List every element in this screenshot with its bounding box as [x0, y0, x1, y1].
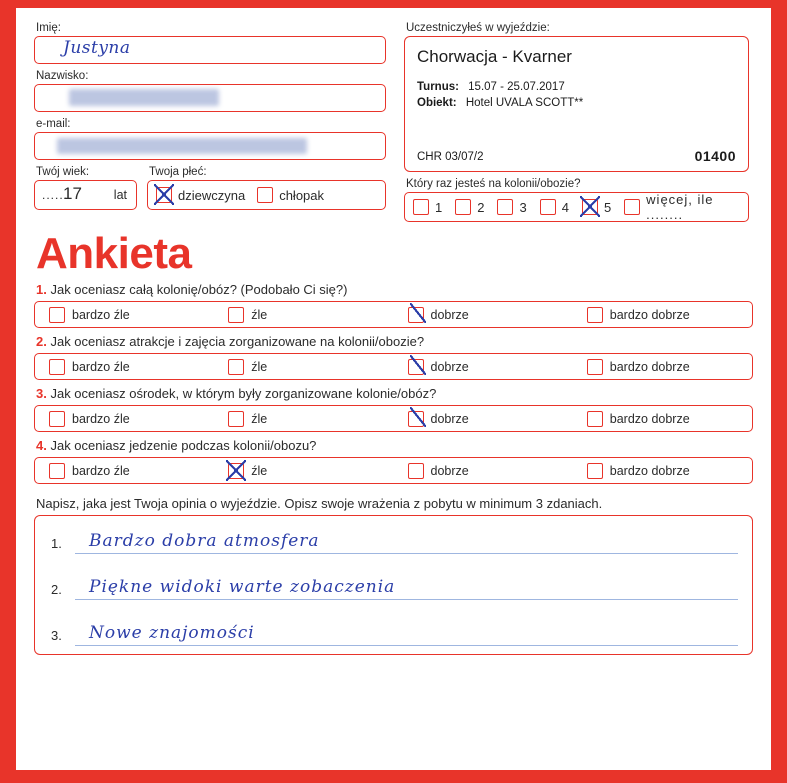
trip-turnus-value: 15.07 - 25.07.2017 [468, 81, 565, 93]
times-options [404, 192, 749, 222]
question-3-text: Jak oceniasz ośrodek, w którym były zorganizowane kolonie/obóz? [50, 386, 437, 401]
wiek-unit: lat [113, 188, 127, 202]
input-imie[interactable] [34, 36, 386, 64]
opinion-prompt: Napisz, jaka jest Twoja opinia o wyjeździe. Opisz swoje wrażenia z pobytu w minimum 3 zdaniach. [36, 496, 603, 511]
answer-4-option-1[interactable] [214, 463, 393, 479]
label-email: e-mail: [36, 118, 71, 130]
page-title: Ankieta [36, 229, 192, 278]
times-option-5-label: 5 [603, 199, 612, 215]
times-option-2[interactable] [455, 199, 484, 215]
label-wiek: Twój wiek: [36, 166, 90, 178]
answer-3-option-1[interactable] [214, 411, 393, 427]
times-option-4[interactable] [540, 199, 569, 215]
answer-4-option-3[interactable] [573, 463, 752, 479]
checkbox-icon[interactable] [582, 199, 598, 215]
checkbox-icon[interactable] [228, 359, 244, 375]
answer-4-option-3-label: bardzo dobrze [609, 463, 690, 478]
checkbox-icon[interactable] [408, 307, 424, 323]
answer-3-option-3-label: bardzo dobrze [609, 411, 690, 426]
answer-bar-4 [34, 457, 753, 484]
answer-1-option-0[interactable] [35, 307, 214, 323]
label-uczestnik: Uczestniczyłeś w wyjeździe: [406, 22, 550, 34]
checkbox-icon[interactable] [413, 199, 429, 215]
email-redaction [57, 138, 307, 154]
opinion-line-1-text: Bardzo dobra atmosfera [89, 531, 320, 551]
opinion-lines-box[interactable] [34, 515, 753, 655]
nazwisko-redaction [69, 89, 219, 106]
checkbox-icon[interactable] [540, 199, 556, 215]
question-2-text: Jak oceniasz atrakcje i zajęcia zorganizowane na kolonii/obozie? [50, 334, 425, 349]
answer-3-option-2[interactable] [394, 411, 573, 427]
opinion-line-3-number: 3. [51, 628, 62, 643]
plec-option-dziewczyna[interactable] [156, 187, 245, 203]
answer-1-option-1[interactable] [214, 307, 393, 323]
wiek-value: 17 [63, 184, 82, 203]
times-option-1[interactable] [413, 199, 442, 215]
question-3-number: 3. [36, 386, 47, 401]
answer-2-option-3-label: bardzo dobrze [609, 359, 690, 374]
checkbox-icon[interactable] [587, 307, 603, 323]
times-option-1-label: 1 [435, 199, 443, 215]
age-sex-row [34, 166, 386, 210]
times-option-4-label: 4 [561, 199, 569, 215]
input-wiek[interactable] [34, 180, 137, 210]
answer-bar-2 [34, 353, 753, 380]
question-1-text: Jak oceniasz całą kolonię/obóz? (Podobało Ci się?) [50, 282, 348, 297]
trip-obiekt [417, 97, 736, 109]
plec-option-chlopak[interactable] [257, 187, 324, 203]
trip-card [404, 36, 749, 172]
trip-obiekt-value: Hotel UVALA SCOTT** [465, 97, 584, 109]
checkbox-icon[interactable] [49, 307, 65, 323]
answer-2-option-1[interactable] [214, 359, 393, 375]
answer-2-option-0[interactable] [35, 359, 214, 375]
checkbox-icon[interactable] [587, 359, 603, 375]
answer-3-option-0[interactable] [35, 411, 214, 427]
answer-1-option-1-label: źle [251, 307, 268, 322]
plec-options [147, 180, 386, 210]
question-4-text: Jak oceniasz jedzenie podczas kolonii/obozu? [50, 438, 317, 453]
opinion-line-2[interactable] [45, 562, 742, 608]
times-option-5[interactable] [582, 199, 611, 215]
answer-4-option-2[interactable] [394, 463, 573, 479]
opinion-line-1[interactable] [45, 516, 742, 562]
plec-option-chlopak-label: chłopak [279, 187, 325, 203]
label-plec: Twoja płeć: [149, 166, 207, 178]
trip-code: CHR 03/07/2 [417, 151, 484, 163]
opinion-line-3-text: Nowe znajomości [89, 623, 255, 643]
trip-name: Chorwacja - Kvarner [417, 47, 572, 66]
input-nazwisko[interactable] [34, 84, 386, 112]
answer-1-option-3[interactable] [573, 307, 752, 323]
answer-4-option-1-label: źle [251, 463, 268, 478]
checkbox-icon[interactable] [156, 187, 172, 203]
answer-2-option-1-label: źle [251, 359, 268, 374]
input-email[interactable] [34, 132, 386, 160]
answer-2-option-3[interactable] [573, 359, 752, 375]
answer-4-option-2-label: dobrze [430, 463, 469, 478]
label-ktory-raz: Który raz jesteś na kolonii/obozie? [406, 178, 581, 190]
trip-details-column [404, 22, 749, 222]
rule-line [75, 645, 738, 646]
checkbox-icon[interactable] [408, 463, 424, 479]
answer-4-option-0-label: bardzo źle [72, 463, 130, 478]
question-4-number: 4. [36, 438, 47, 453]
times-option-2-label: 2 [477, 199, 485, 215]
answer-3-option-3[interactable] [573, 411, 752, 427]
answer-1-option-2-label: dobrze [430, 307, 469, 322]
answer-bar-1 [34, 301, 753, 328]
checkbox-icon[interactable] [49, 359, 65, 375]
trip-turnus [417, 81, 736, 93]
checkbox-icon[interactable] [497, 199, 513, 215]
checkbox-icon[interactable] [228, 463, 244, 479]
wiek-dots: ...... [42, 188, 69, 202]
checkbox-icon[interactable] [455, 199, 471, 215]
checkbox-icon[interactable] [408, 411, 424, 427]
checkbox-icon[interactable] [624, 199, 640, 215]
times-option-3-label: 3 [519, 199, 527, 215]
question-2 [36, 334, 753, 349]
opinion-line-2-text: Piękne widoki warte zobaczenia [89, 577, 396, 597]
answer-2-option-0-label: bardzo źle [72, 359, 130, 374]
checkbox-icon[interactable] [228, 307, 244, 323]
personal-details-column [34, 22, 386, 222]
label-imie: Imię: [36, 22, 61, 34]
opinion-line-2-number: 2. [51, 582, 62, 597]
label-nazwisko: Nazwisko: [36, 70, 89, 82]
trip-number: 01400 [694, 148, 736, 164]
question-1 [36, 282, 753, 297]
checkbox-icon[interactable] [49, 463, 65, 479]
answer-1-option-3-label: bardzo dobrze [609, 307, 690, 322]
checkbox-icon[interactable] [257, 187, 273, 203]
answer-3-option-2-label: dobrze [430, 411, 469, 426]
answer-1-option-0-label: bardzo źle [72, 307, 130, 322]
checkbox-icon[interactable] [228, 411, 244, 427]
checkbox-icon[interactable] [408, 359, 424, 375]
checkbox-icon[interactable] [49, 411, 65, 427]
answer-1-option-2[interactable] [394, 307, 573, 323]
plec-option-dziewczyna-label: dziewczyna [178, 187, 246, 203]
checkbox-icon[interactable] [587, 463, 603, 479]
rule-line [75, 553, 738, 554]
imie-value: Justyna [63, 38, 131, 58]
answer-3-option-1-label: źle [251, 411, 268, 426]
times-option-3[interactable] [497, 199, 526, 215]
trip-obiekt-label: Obiekt: [417, 97, 457, 109]
times-option-more-label: więcej, ile ........ [646, 192, 714, 222]
question-4 [36, 438, 753, 453]
answer-2-option-2[interactable] [394, 359, 573, 375]
checkbox-icon[interactable] [587, 411, 603, 427]
question-2-number: 2. [36, 334, 47, 349]
answer-bar-3 [34, 405, 753, 432]
rule-line [75, 599, 738, 600]
trip-turnus-label: Turnus: [417, 81, 459, 93]
survey-sheet [16, 8, 771, 770]
answer-3-option-0-label: bardzo źle [72, 411, 130, 426]
answer-2-option-2-label: dobrze [430, 359, 469, 374]
question-1-number: 1. [36, 282, 47, 297]
answer-4-option-0[interactable] [35, 463, 214, 479]
question-3 [36, 386, 753, 401]
opinion-line-1-number: 1. [51, 536, 62, 551]
times-option-more[interactable] [624, 192, 740, 222]
top-section [34, 22, 753, 222]
opinion-line-3[interactable] [45, 608, 742, 654]
